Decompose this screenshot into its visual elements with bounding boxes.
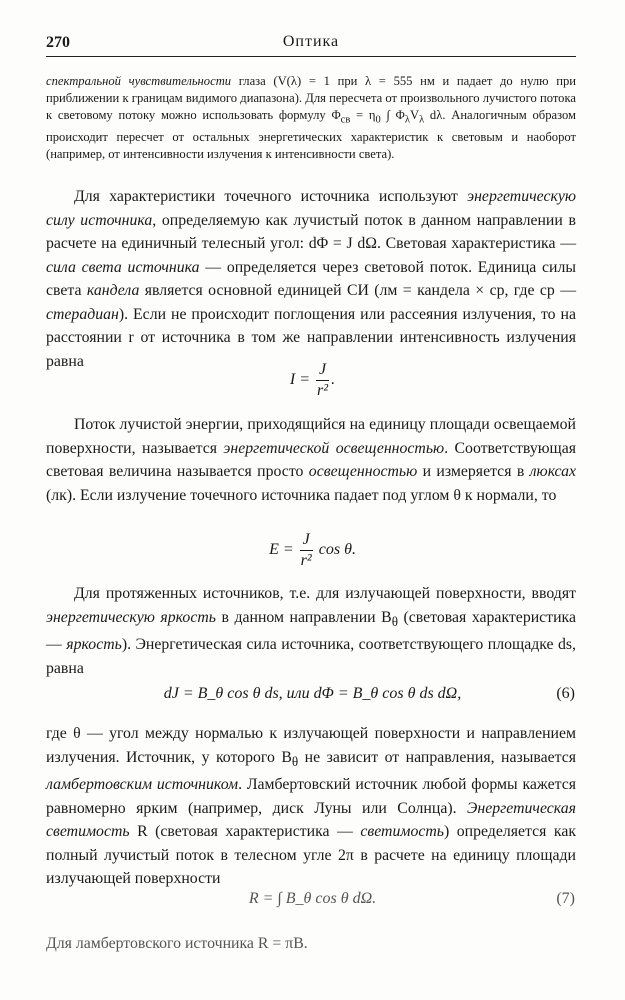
- fraction: $\frac{J}{\text{r²}}$: [300, 531, 312, 569]
- paragraph-lambertian-luminosity: Для ламбертовского источника R = πB.: [46, 935, 308, 952]
- running-title: Оптика: [282, 33, 340, 50]
- formula-illuminance: E = $\frac{J}{\text{r²}}$ cos θ.: [269, 531, 356, 569]
- formula-6: dJ = B_θ cos θ ds, или dΦ = B_θ cos θ ds dΩ, (6): [163, 685, 575, 702]
- page-number: 270: [46, 34, 70, 51]
- formula-7: R = ∫ B_θ cos θ dΩ. (7): [248, 890, 575, 907]
- paragraph-illuminance: Поток лучистой энергии, приходящийся на единицу площади освещаемой поверхности, называется энергетической освещенностью. Соответствующая световая величина называется просто освещенностью и измеряется в люксах (лк). Если излучение точечного источника падает под углом θ к нормали, то: [46, 416, 576, 504]
- footnote-paragraph: спектральной чувствительности глаза (V(λ) = 1 при λ = 555 нм и падает до нулю при приближении к границам видимого диапазона). Для пересчета от произвольного лучистого потока к световому потоку можно использовать формулу $\Phi_{св} = \eta_0$ ∫ $\Phi_\lambda V_\lambda$ dλ. Аналогичным образом происходит пересчет от остальных энергетических характеристик к световым и наоборот (например, от интенсивности излучения к интенсивности света).: [46, 74, 577, 161]
- footnote-term: спектральной чувствительности: [46, 74, 232, 88]
- formula-intensity: I = $\frac{J}{\text{r²}}$ .: [289, 361, 336, 399]
- equation-number: (6): [556, 685, 575, 702]
- fraction: $\frac{J}{\text{r²}}$: [317, 361, 329, 399]
- paragraph-lambertian: где θ — угол между нормалью к излучающей поверхности и направлением излучения. Источник, у которого $B_\theta$ не зависит от направления, называется ламбертовским источником. Ламбертовский источник любой формы кажется равномерно ярким (например, диск Луны или Солнца). Энергетическая светимость R (световая характеристика — светимость) определяется как полный лучистый поток в телесном угле 2π в расчете на единицу площади излучающей поверхности: [46, 725, 577, 888]
- equation-number: (7): [556, 890, 575, 907]
- paragraph-extended-sources: Для протяженных источников, т.е. для излучающей поверхности, вводят энергетическую яркость в данном направлении $B_\theta$ (световая характеристика — яркость). Энергетическая сила источника, соответствующего площадке ds, равна: [46, 585, 576, 677]
- page-header: [46, 32, 576, 57]
- paragraph-point-source: Для характеристики точечного источника используют энергетическую силу источника, определяемую как лучистый поток в данном направлении в расчете на единичный телесный угол: dΦ = J dΩ. Световая характеристика — сила света источника — определяется через световой поток. Единица силы света кандела является основной единицей СИ (лм = кандела × ср, где ср — стерадиан). Если не происходит поглощения или рассеяния излучения, то на расстоянии r от источника в том же направлении интенсивность излучения равна: [46, 188, 576, 370]
